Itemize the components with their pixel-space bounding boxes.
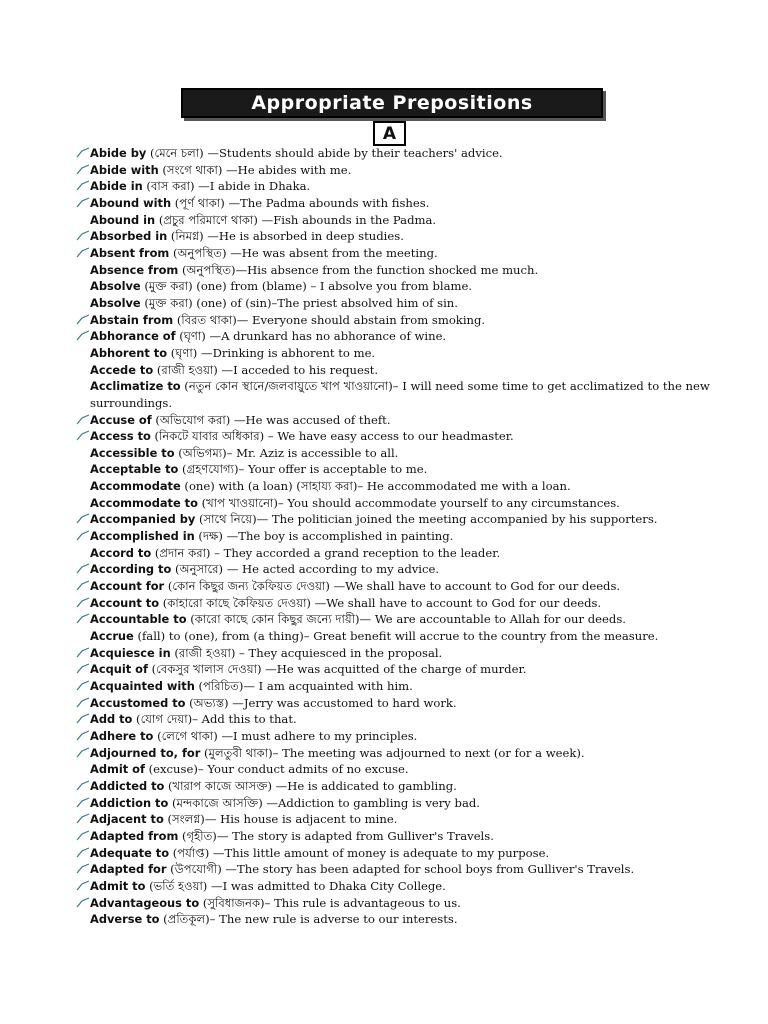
pen-tick-icon <box>76 314 90 326</box>
entry-term: Accede to <box>90 362 154 377</box>
entry-example: — Everyone should abstain from smoking. <box>236 312 486 327</box>
list-item <box>90 811 720 828</box>
list-item <box>90 745 720 762</box>
entry-example: – They acquiesced in the proposal. <box>235 645 443 660</box>
entry-list <box>90 145 720 928</box>
entry-term: Abhorance of <box>90 329 176 344</box>
list-item <box>90 695 720 712</box>
entry-example: (one) from (blame) – I absolve you from blame. <box>192 279 473 294</box>
list-item <box>90 795 720 812</box>
entry-bengali-gloss: (মন্দকাজে আসক্তি) <box>168 795 263 810</box>
entry-bengali-gloss: (কারো কাছে কোন কিছুর জন্যে দায়ী) <box>186 612 360 627</box>
entry-term: Accountable to <box>90 612 187 627</box>
pen-tick-icon <box>76 780 90 792</box>
entry-bengali-gloss: (নিকটে যাবার অধিকার) <box>150 429 265 444</box>
list-item <box>90 228 720 245</box>
entry-example: – I will need some time to get acclimatized to the new surroundings. <box>90 379 710 410</box>
list-item <box>90 461 720 478</box>
entry-term: Adapted for <box>90 862 167 877</box>
list-item <box>90 428 720 445</box>
list-item <box>90 861 720 878</box>
entry-example: — I am acquainted with him. <box>243 679 413 693</box>
list-item <box>90 711 720 728</box>
entry-term: Accessible to <box>90 445 175 460</box>
entry-example: —The Padma abounds with fishes. <box>224 195 430 210</box>
entry-term: Abide by <box>90 146 147 160</box>
entry-bengali-gloss: (লেগে থাকা) <box>153 728 218 743</box>
entry-bengali-gloss: (অভিযোগ করা) <box>151 412 231 427</box>
entry-example: —I abide in Dhaka. <box>194 179 311 194</box>
entry-term: Accommodate to <box>90 495 198 510</box>
entry-term: Accrue <box>90 629 134 644</box>
list-item <box>90 595 720 612</box>
list-item <box>90 245 720 262</box>
entry-bengali-gloss: (দক্ষ) <box>194 529 223 544</box>
entry-term: Abound in <box>90 212 156 227</box>
entry-bengali-gloss: (প্রদান করা) <box>151 545 211 560</box>
pen-tick-icon <box>76 597 90 609</box>
entry-term: Acquiesce in <box>90 645 171 660</box>
list-item <box>90 212 720 229</box>
list-item <box>90 645 720 662</box>
entry-bengali-gloss: (কোন কিছুর জন্য কৈফিয়ত দেওয়া) <box>164 579 330 594</box>
list-item <box>90 545 720 562</box>
list-item <box>90 845 720 862</box>
pen-tick-icon <box>76 797 90 809</box>
entry-term: Adjourned to, for <box>90 745 201 760</box>
entry-example: – This rule is advantageous to us. <box>264 895 461 910</box>
entry-bengali-gloss: (খারাপ কাজে আসক্ত) <box>164 778 272 793</box>
pen-tick-icon <box>76 330 90 342</box>
entry-bengali-gloss: (অভিগম্য) <box>174 445 227 460</box>
entry-term: Accuse of <box>90 412 152 427</box>
entry-example: —He is absorbed in deep studies. <box>203 229 404 244</box>
list-item <box>90 195 720 212</box>
pen-tick-icon <box>76 730 90 742</box>
list-item <box>90 412 720 429</box>
entry-example: – Your offer is acceptable to me. <box>238 462 428 477</box>
entry-bengali-gloss: (বিরত থাকা) <box>173 312 237 327</box>
list-item <box>90 445 720 462</box>
entry-bengali-gloss: (যোগ দেয়া) <box>132 712 193 727</box>
entry-term: Accord to <box>90 545 152 560</box>
pen-tick-icon <box>76 680 90 692</box>
entry-term: Accomplished in <box>90 529 195 544</box>
entry-bengali-gloss: (মেনে চলা) <box>146 146 204 160</box>
list-item <box>90 511 720 528</box>
list-item <box>90 178 720 195</box>
entry-example: (one) of (sin)–The priest absolved him of sin. <box>192 295 458 310</box>
entry-example: (one) with (a loan) (সাহায্য করা)– He accommodated me with a loan. <box>180 479 571 494</box>
entry-example: – The meeting was adjourned to next (or for a week). <box>272 745 585 760</box>
entry-term: Account for <box>90 579 165 594</box>
entry-bengali-gloss: (ভর্তি হওয়া) <box>145 878 208 893</box>
entry-example: —Drinking is abhorent to me. <box>197 345 376 360</box>
pen-tick-icon <box>76 863 90 875</box>
entry-bengali-gloss: (কাহারো কাছে কৈফিয়ত দেওয়া) <box>159 595 311 610</box>
entry-bengali-gloss: (নতুন কোন স্থানে/জলবায়ুতে খাপ খাওয়ানো) <box>180 379 393 394</box>
pen-tick-icon <box>76 613 90 625</box>
entry-example: —The boy is accomplished in painting. <box>222 529 454 544</box>
list-item <box>90 611 720 628</box>
entry-term: Add to <box>90 712 133 727</box>
entry-bengali-gloss: (সংলগ্ন) <box>163 812 205 827</box>
list-item <box>90 761 720 778</box>
list-item <box>90 278 720 295</box>
list-item <box>90 678 720 695</box>
entry-example: —A drunkard has no abhorance of wine. <box>205 329 447 344</box>
entry-term: Absent from <box>90 245 170 260</box>
entry-bengali-gloss: (অনুসারে) <box>171 562 224 577</box>
entry-example: – The new rule is adverse to our interests. <box>209 912 458 927</box>
entry-term: Abound with <box>90 195 172 210</box>
entry-term: Adverse to <box>90 912 160 927</box>
entry-bengali-gloss: (বেকসুর খালাস দেওয়া) <box>147 662 262 677</box>
entry-term: Access to <box>90 429 151 444</box>
pen-tick-icon <box>76 164 90 176</box>
entry-bengali-gloss: (খাপ খাওয়ানো) <box>197 495 278 510</box>
entry-example: —The story has been adapted for school boys from Gulliver's Travels. <box>221 862 635 877</box>
pen-tick-icon <box>76 563 90 575</box>
list-item <box>90 478 720 495</box>
entry-term: Abide in <box>90 179 143 194</box>
entry-term: Adequate to <box>90 845 170 860</box>
list-item <box>90 628 720 645</box>
list-item <box>90 661 720 678</box>
entry-example: — He acted according to my advice. <box>223 562 440 577</box>
entry-bengali-gloss: (প্রতিকূল) <box>159 912 210 927</box>
list-item <box>90 778 720 795</box>
entry-bengali-gloss: (সাথে নিয়ে) <box>195 512 257 527</box>
pen-tick-icon <box>76 880 90 892</box>
entry-example: —His absence from the function shocked me much. <box>235 262 539 277</box>
entry-term: Admit of <box>90 762 145 777</box>
entry-term: Admit to <box>90 878 146 893</box>
pen-tick-icon <box>76 580 90 592</box>
pen-tick-icon <box>76 847 90 859</box>
entry-term: Acquit of <box>90 662 148 677</box>
entry-bengali-gloss: (সুবিধাজনক) <box>199 895 265 910</box>
entry-bengali-gloss: (প্রচুর পরিমাণে থাকা) <box>155 212 258 227</box>
entry-bengali-gloss: (পর্যাপ্ত) <box>169 845 210 860</box>
pen-tick-icon <box>76 530 90 542</box>
list-item <box>90 528 720 545</box>
entry-example: – You should accommodate yourself to any circumstances. <box>277 495 620 510</box>
entry-term: Absolve <box>90 279 141 294</box>
entry-term: Addicted to <box>90 778 165 793</box>
list-item <box>90 378 720 411</box>
entry-bengali-gloss: (রাজী হওয়া) <box>170 645 236 660</box>
page-title: Appropriate Prepositions <box>181 88 603 118</box>
entry-term: Account to <box>90 595 160 610</box>
list-item <box>90 295 720 312</box>
list-item <box>90 895 720 912</box>
entry-term: Advantageous to <box>90 895 200 910</box>
entry-bengali-gloss: (গ্রহণযোগ্য) <box>178 462 239 477</box>
pen-tick-icon <box>76 430 90 442</box>
entry-term: Absolve <box>90 295 141 310</box>
list-item <box>90 345 720 362</box>
entry-bengali-gloss: (পরিচিত) <box>194 679 244 693</box>
entry-bengali-gloss: (পূর্ণ থাকা) <box>171 195 225 210</box>
entry-example: —I was admitted to Dhaka City College. <box>207 878 446 893</box>
entry-example: —I must adhere to my principles. <box>217 728 418 743</box>
entry-term: Abhorent to <box>90 345 168 360</box>
entry-term: Absence from <box>90 262 179 277</box>
entry-example: — The politician joined the meeting accompanied by his supporters. <box>256 512 658 527</box>
entry-example: —He was accused of theft. <box>230 412 391 427</box>
pen-tick-icon <box>76 513 90 525</box>
entry-bengali-gloss: (মুক্ত করা) <box>140 295 193 310</box>
entry-example: – Mr. Aziz is accessible to all. <box>226 445 399 460</box>
list-item <box>90 578 720 595</box>
entry-example: —I acceded to his request. <box>217 362 379 377</box>
pen-tick-icon <box>76 414 90 426</box>
list-item <box>90 312 720 329</box>
entry-example: (fall) to (one), from (a thing)– Great benefit will accrue to the country from the measure. <box>133 629 659 644</box>
entry-example: —He is addicated to gambling. <box>271 778 457 793</box>
pen-tick-icon <box>76 897 90 909</box>
entry-example: — We are accountable to Allah for our deeds. <box>359 612 626 627</box>
entry-bengali-gloss: (অনুপস্থিত) <box>169 245 227 260</box>
entry-term: Acclimatize to <box>90 379 181 394</box>
entry-example: (excuse)– Your conduct admits of no excuse. <box>144 762 409 777</box>
entry-term: Acceptable to <box>90 462 179 477</box>
section-letter: A <box>373 121 406 146</box>
entry-term: Abstain from <box>90 312 174 327</box>
list-item <box>90 878 720 895</box>
entry-bengali-gloss: (ঘৃণা) <box>175 329 206 344</box>
list-item <box>90 262 720 279</box>
pen-tick-icon <box>76 180 90 192</box>
entry-example: —He was absent from the meeting. <box>226 245 438 260</box>
entry-bengali-gloss: (উপযোগী) <box>166 862 222 877</box>
entry-bengali-gloss: (সংগে থাকা) <box>158 162 223 177</box>
entry-example: —We shall have to account to God for our deeds. <box>329 579 621 594</box>
entry-term: Adhere to <box>90 728 154 743</box>
entry-bengali-gloss: (বাস করা) <box>142 179 195 194</box>
list-item <box>90 728 720 745</box>
pen-tick-icon <box>76 813 90 825</box>
entry-example: — His house is adjacent to mine. <box>204 812 398 827</box>
entry-bengali-gloss: (গৃহীত) <box>178 828 217 843</box>
list-item <box>90 362 720 379</box>
entry-bengali-gloss: (অভ্যস্ত) <box>185 695 229 710</box>
entry-example: —Addiction to gambling is very bad. <box>262 795 480 810</box>
entry-example: – Add this to that. <box>192 712 297 727</box>
entry-bengali-gloss: (অনুপস্থিত) <box>178 262 236 277</box>
entry-example: – We have easy access to our headmaster. <box>264 429 514 444</box>
entry-bengali-gloss: (নিমগ্ন) <box>167 229 204 244</box>
entry-term: Adjacent to <box>90 812 164 827</box>
entry-example: —This little amount of money is adequate to my purpose. <box>209 845 550 860</box>
entry-example: —Fish abounds in the Padma. <box>257 212 437 227</box>
pen-tick-icon <box>76 147 90 159</box>
pen-tick-icon <box>76 830 90 842</box>
entry-term: Addiction to <box>90 795 169 810</box>
entry-example: —Students should abide by their teachers' advice. <box>203 146 503 160</box>
pen-tick-icon <box>76 747 90 759</box>
entry-example: —We shall have to account to God for our deeds. <box>310 595 602 610</box>
entry-term: According to <box>90 562 172 577</box>
list-item <box>90 328 720 345</box>
list-item <box>90 145 720 162</box>
pen-tick-icon <box>76 647 90 659</box>
entry-bengali-gloss: (মুক্ত করা) <box>140 279 193 294</box>
pen-tick-icon <box>76 230 90 242</box>
pen-tick-icon <box>76 697 90 709</box>
entry-example: —He was acquitted of the charge of murder. <box>261 662 527 677</box>
pen-tick-icon <box>76 247 90 259</box>
entry-bengali-gloss: (মুলতুবী থাকা) <box>200 745 273 760</box>
entry-term: Adapted from <box>90 828 179 843</box>
entry-term: Accommodate <box>90 479 181 494</box>
list-item <box>90 162 720 179</box>
list-item <box>90 561 720 578</box>
entry-term: Acquainted with <box>90 679 195 693</box>
entry-bengali-gloss: (রাজী হওয়া) <box>153 362 218 377</box>
entry-example: — The story is adapted from Gulliver's Travels. <box>216 828 494 843</box>
entry-term: Accompanied by <box>90 512 196 527</box>
entry-term: Abide with <box>90 162 159 177</box>
entry-example: – They accorded a grand reception to the leader. <box>210 545 501 560</box>
list-item <box>90 495 720 512</box>
entry-term: Absorbed in <box>90 229 168 244</box>
entry-term: Accustomed to <box>90 695 186 710</box>
entry-bengali-gloss: (ঘৃণা) <box>167 345 198 360</box>
entry-example: —He abides with me. <box>222 162 352 177</box>
pen-tick-icon <box>76 713 90 725</box>
entry-example: —Jerry was accustomed to hard work. <box>228 695 457 710</box>
list-item <box>90 911 720 928</box>
list-item <box>90 828 720 845</box>
pen-tick-icon <box>76 197 90 209</box>
pen-tick-icon <box>76 663 90 675</box>
